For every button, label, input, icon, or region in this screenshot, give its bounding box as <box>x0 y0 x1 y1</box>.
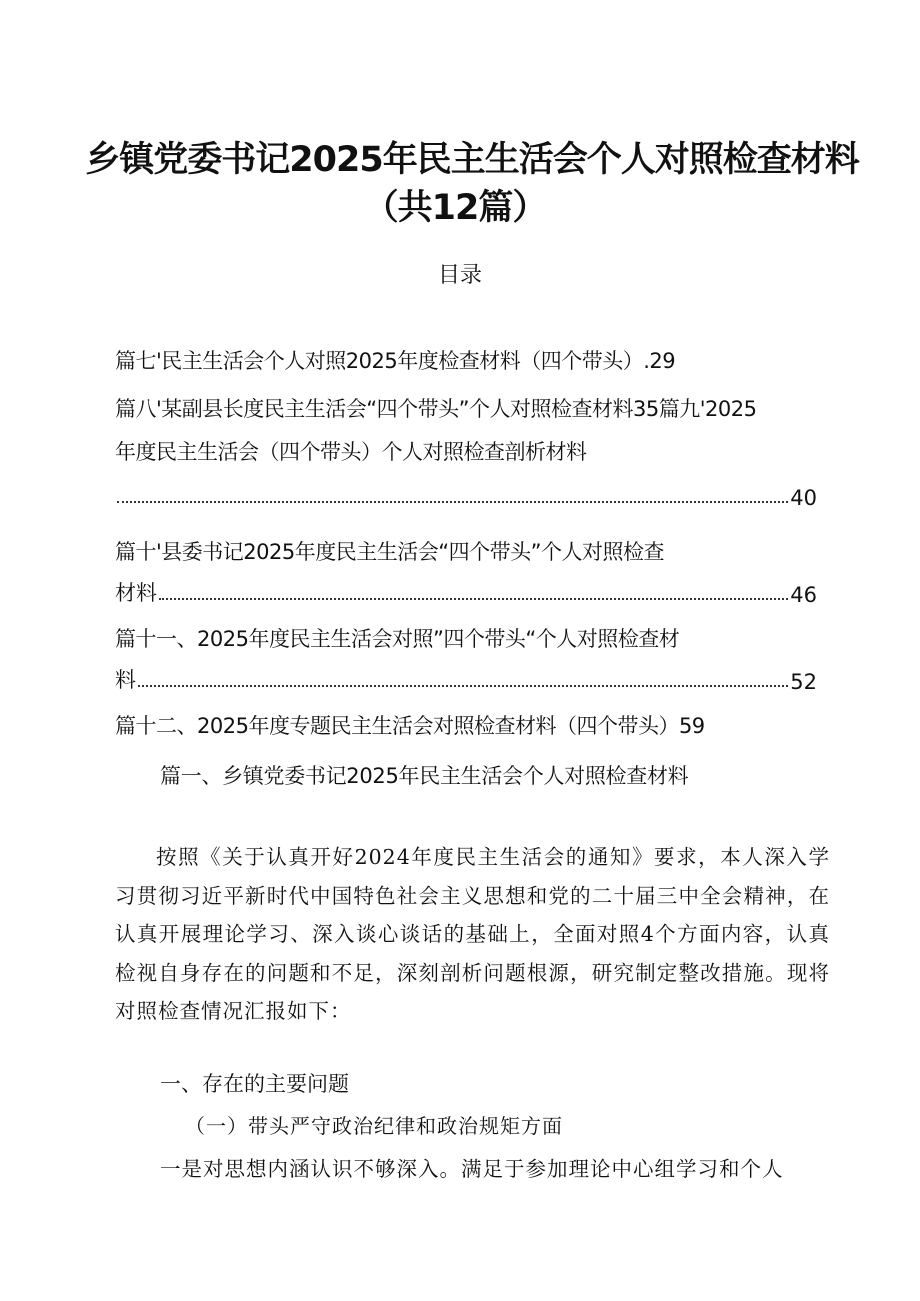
toc-dot-leader <box>138 685 788 687</box>
body-paragraph: 按照《关于认真开好2024年度民主生活会的通知》要求，本人深入学习贯彻习近平新时代中国特色社会主义思想和党的二十届三中全会精神，在认真开展理论学习、深入谈心谈话的基础上，全面对照4个方面内容，认真检视自身存在的问题和不足，深刻剖析问题根源，研究制定整改措施。现将对照检查情况汇报如下： <box>115 845 830 1023</box>
toc-page-number: 52 <box>790 670 817 694</box>
toc-page-number: 46 <box>790 583 817 607</box>
subsection-heading: （一）带头严守政治纪律和政治规矩方面 <box>185 1114 563 1138</box>
section-title: 篇一、乡镇党委书记2025年民主生活会个人对照检查材料 <box>160 764 689 788</box>
section-heading: 一、存在的主要问题 <box>160 1072 349 1096</box>
body-paragraph-start: 一是对思想内涵认识不够深入。满足于参加理论中心组学习和个人 <box>160 1157 784 1181</box>
toc-heading: 目录 <box>437 263 482 288</box>
toc-entry-9-page-line <box>115 480 817 510</box>
document-title-count: （共12篇） <box>363 188 547 228</box>
toc-dot-leader <box>159 598 788 600</box>
toc-entry-8-9: 篇八'某副县长度民主生活会“四个带头”个人对照检查材料35篇九'2025 <box>115 397 757 421</box>
toc-entry-7: 篇七'民主生活会个人对照2025年度检查材料（四个带头）.29 <box>115 349 676 373</box>
toc-entry-10: 篇十'县委书记2025年度民主生活会“四个带头”个人对照检查 <box>115 540 664 564</box>
toc-entry-11-page-line <box>115 664 817 694</box>
toc-page-number: 40 <box>790 486 817 510</box>
toc-entry-9-cont: 年度民主生活会（四个带头）个人对照检查剖析材料 <box>115 440 587 464</box>
toc-entry-12: 篇十二、2025年度专题民主生活会对照检查材料（四个带头）59 <box>115 714 705 738</box>
toc-dot-leader <box>117 501 788 503</box>
toc-entry-10-page-line <box>115 577 817 607</box>
document-title: 乡镇党委书记2025年民主生活会个人对照检查材料 <box>85 140 859 180</box>
toc-entry-11-tail: 料 <box>115 668 136 692</box>
toc-entry-10-tail: 材料 <box>115 581 157 605</box>
toc-entry-11: 篇十一、2025年度民主生活会对照”四个带头“个人对照检查材 <box>115 627 680 651</box>
